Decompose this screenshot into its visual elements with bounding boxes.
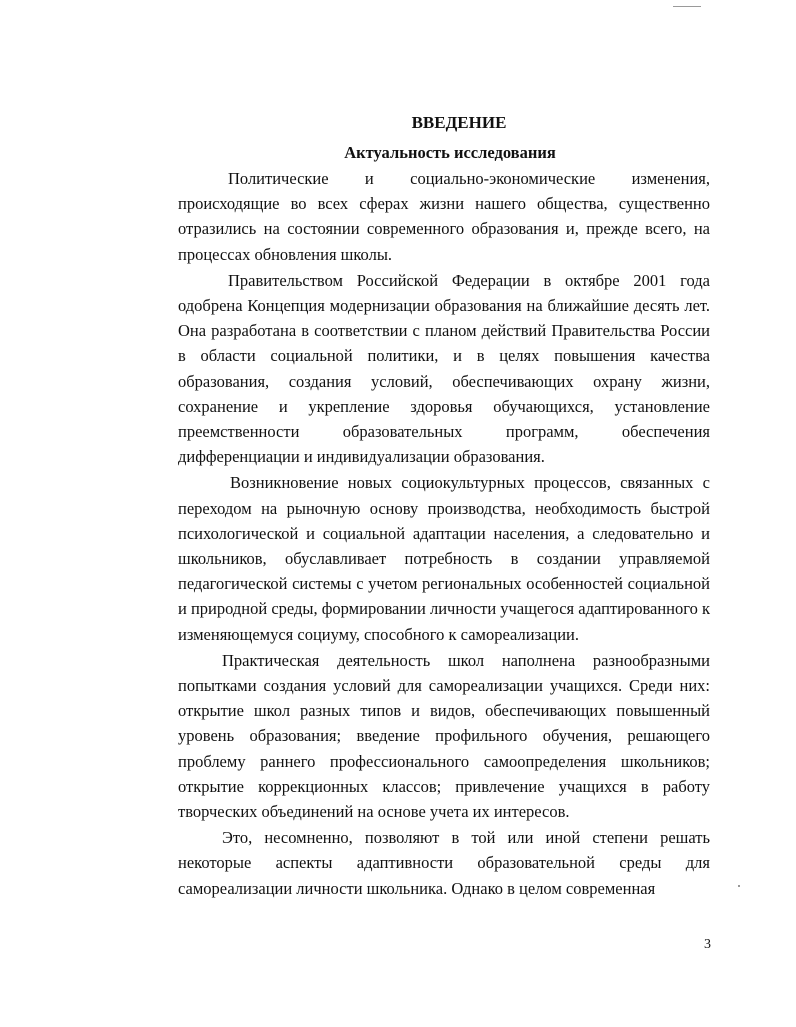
section-subheading: Актуальность исследования	[344, 143, 556, 162]
paragraph-1: Политические и социально-экономические изменения, происходящие во всех сферах жизни нашего общества, существенно отразились на состоянии современного образования и, прежде всего, на процессах обновления школы.	[178, 169, 710, 264]
scan-mark	[673, 6, 701, 7]
paragraph-4: Практическая деятельность школ наполнена разнообразными попытками создания условий для самореализации учащихся. Среди них: открытие школ разных типов и видов, обеспечивающих повышенный уровень образования; введение профильного обучения, решающего проблему раннего профессионального самоопределения школьников; открытие коррекционных классов; привлечение учащихся в работу творческих объединений на основе учета их интересов.	[178, 650, 710, 822]
page-body	[178, 111, 710, 901]
section-heading: ВВЕДЕНИЕ	[411, 113, 507, 132]
paragraph-5: Это, несомненно, позволяют в той или иной степени решать некоторые аспекты адаптивности образовательной среды для самореализации личности школьника. Однако в целом современная	[178, 828, 710, 898]
scan-speck	[738, 885, 740, 887]
paragraph-2: Правительством Российской Федерации в октябре 2001 года одобрена Концепция модернизации образования на ближайшие десять лет. Она разработана в соответствии с планом действий Правительства России в области социальной политики, и в целях повышения качества образования, создания условий, обеспечивающих охрану жизни, сохранение и укрепление здоровья обучающихся, установление преемственности образовательных программ, обеспечения дифференциации и индивидуализации образования.	[178, 270, 710, 467]
page-number: 3	[704, 937, 711, 952]
paragraph-3: Возникновение новых социокультурных процессов, связанных с переходом на рыночную основу производства, необходимость быстрой психологической и социальной адаптации населения, а следовательно и школьников, обуславливает потребность в создании управляемой педагогической системы с учетом региональных особенностей социальной и природной среды, формировании личности учащегося адаптированного к изменяющемуся социуму, способного к самореализации.	[178, 473, 711, 644]
